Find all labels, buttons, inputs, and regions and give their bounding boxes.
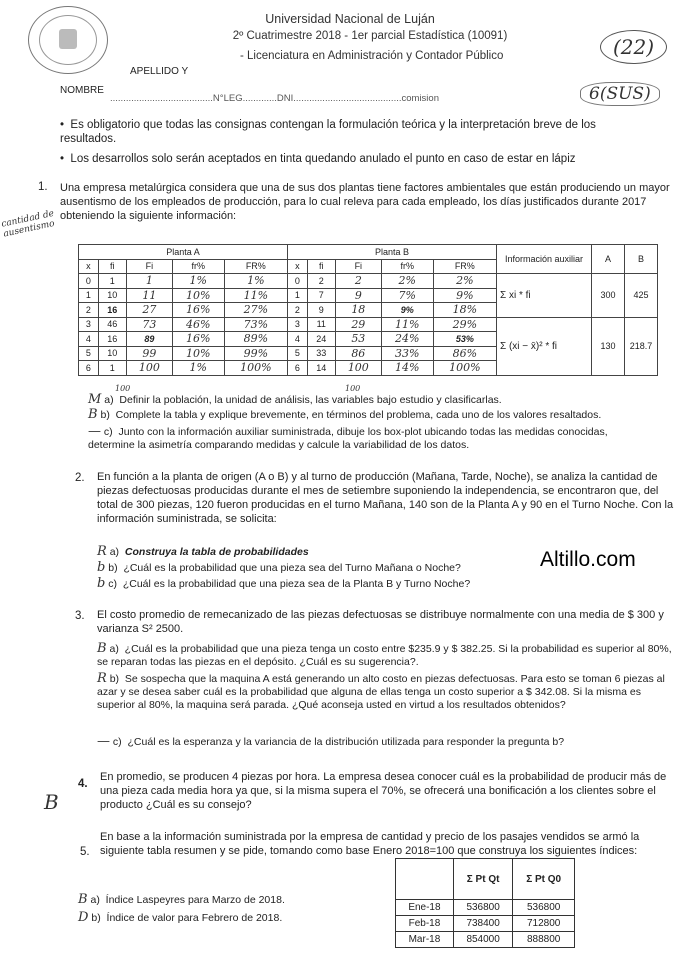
cell: 10% xyxy=(172,346,224,361)
item-letter: a) xyxy=(90,894,100,906)
cell: 888800 xyxy=(513,932,575,948)
cell: 99 xyxy=(126,346,172,361)
q3-item-a xyxy=(97,642,677,669)
item-letter: c) xyxy=(108,578,117,590)
grade-mark: D xyxy=(78,910,89,925)
aux-value: 300 xyxy=(592,274,625,318)
q5-table xyxy=(395,858,575,948)
cell: 14 xyxy=(307,361,335,376)
col-a-header: A xyxy=(592,245,625,274)
university-seal xyxy=(28,6,108,74)
cell: 2 xyxy=(335,274,381,289)
grade-mark: b xyxy=(97,576,106,591)
aux-formula-1: Σ xi * fi xyxy=(497,274,592,318)
grade-mark: R xyxy=(97,544,107,559)
col-header: fr% xyxy=(381,259,433,274)
table-row xyxy=(396,916,575,932)
col-header: x xyxy=(287,259,307,274)
corner-cell xyxy=(396,859,454,900)
q2-text: En función a la planta de origen (A o B) y al turno de producción (Mañana, Tarde, Noche), se analiza la cantidad de piezas defectuosas producidas durante el mes de setiembre suponiendo la independencia, se encontraron que, del total de 300 piezas, 120 fueron producidas en el turno Mañana, 140 son de la Planta A y 90 en el Turno Noche. Con la información suministrada, se solicita: xyxy=(97,471,674,525)
cell: 2 xyxy=(79,303,99,318)
career: - Licenciatura en Administración y Contador Público xyxy=(240,50,504,62)
col-header: Fi xyxy=(126,259,172,274)
q4-text: En promedio, se producen 4 piezas por hora. La empresa desea conocer cuál es la probabilidad de producir más de una pieza cada media hora ya que, si la misma supera el 70%, se ofrecerá una bonificación a los clientes sobre el producto ¿Cuál es su consejo? xyxy=(100,771,667,811)
table-row xyxy=(396,932,575,948)
cell: 0 xyxy=(287,274,307,289)
item-text: Construya la tabla de probabilidades xyxy=(124,546,309,558)
cell: Ene-18 xyxy=(396,900,454,916)
item-letter: b) xyxy=(91,912,101,924)
item-text: ¿Cuál es la probabilidad que una pieza tenga un costo entre $235.9 y $ 382.25. Si la probabilidad es superior al 80%, se reparan todas las piezas en el depósito. ¿Cuál es su sugerencia?. xyxy=(97,643,672,668)
q1-number: 1. xyxy=(38,181,48,193)
header-fields: .......................................N°LEG.............DNI.........................................comision xyxy=(110,93,439,104)
q2-item-a xyxy=(97,545,517,559)
q1-item-c xyxy=(88,425,648,452)
item-letter: c) xyxy=(103,426,113,438)
cell: 29% xyxy=(433,317,496,332)
cell: 24 xyxy=(307,332,335,347)
exam-title: 2º Cuatrimestre 2018 - 1er parcial Estadística (10091) xyxy=(232,30,508,42)
item-letter: a) xyxy=(109,643,119,655)
cell: 11% xyxy=(381,317,433,332)
cell: 9% xyxy=(381,303,433,318)
plant-b-header: Planta B xyxy=(287,245,496,260)
bullet-icon: • xyxy=(60,119,71,131)
cell: 86 xyxy=(335,346,381,361)
cell: 11% xyxy=(224,288,287,303)
cell: 18 xyxy=(335,303,381,318)
item-letter: a) xyxy=(104,394,114,406)
cell: 14% xyxy=(381,361,433,376)
item-text: ¿Cuál es la probabilidad que una pieza sea de la Planta B y Turno Noche? xyxy=(122,578,471,590)
cell: 9 xyxy=(335,288,381,303)
cell: 2% xyxy=(381,274,433,289)
cell: 2% xyxy=(433,274,496,289)
item-letter: a) xyxy=(109,546,120,558)
col-header: FR% xyxy=(224,259,287,274)
table-row xyxy=(79,317,658,332)
cell: 6 xyxy=(79,361,99,376)
cell: 16 xyxy=(98,303,126,318)
cell: 1 xyxy=(79,288,99,303)
cell: 3 xyxy=(287,317,307,332)
q4-number: 4. xyxy=(78,778,88,790)
apellido-label: APELLIDO Y xyxy=(130,66,189,77)
q5-item-b xyxy=(78,911,378,925)
cell: 11 xyxy=(126,288,172,303)
cell: 27 xyxy=(126,303,172,318)
q2-item-c xyxy=(97,577,517,591)
university-name: Universidad Nacional de Luján xyxy=(265,12,435,26)
item-text: Junto con la información auxiliar suministrada, dibuje los box-plot ubicando todas las medidas conocidas, determine la asimetría comparando medidas y calcule la variabilidad de los datos. xyxy=(88,426,608,451)
cell: 854000 xyxy=(453,932,512,948)
cell: 5 xyxy=(79,346,99,361)
item-text: Índice de valor para Febrero de 2018. xyxy=(106,912,283,924)
cell: 9 xyxy=(307,303,335,318)
cell: 29 xyxy=(335,317,381,332)
cell: 53 xyxy=(335,332,381,347)
grade-mark: B xyxy=(88,407,98,422)
cell: 33 xyxy=(307,346,335,361)
cell: 24% xyxy=(381,332,433,347)
item-letter: c) xyxy=(112,736,122,748)
cell: 16% xyxy=(172,332,224,347)
cell: 86% xyxy=(433,346,496,361)
grade-mark: b xyxy=(97,560,106,575)
cell: 89 xyxy=(126,332,172,347)
cell: 1 xyxy=(126,274,172,289)
col-header: fr% xyxy=(172,259,224,274)
cell: 33% xyxy=(381,346,433,361)
q3-number: 3. xyxy=(75,610,85,622)
col-header: fi xyxy=(98,259,126,274)
total-b: 100 xyxy=(345,384,361,393)
q5-item-a xyxy=(78,893,378,907)
cell: 18% xyxy=(433,303,496,318)
nombre-label: NOMBRE xyxy=(60,85,104,96)
q1-table xyxy=(78,244,658,376)
cell: 100% xyxy=(224,361,287,376)
col-header: Σ Pt Qt xyxy=(453,859,512,900)
grade-mark: B xyxy=(97,641,107,656)
cell: 1 xyxy=(287,288,307,303)
comision-mark: 6(SUS) xyxy=(580,82,660,106)
col-header: x xyxy=(79,259,99,274)
cell: 2 xyxy=(287,303,307,318)
aux-value: 218.7 xyxy=(625,317,658,375)
plant-a-header: Planta A xyxy=(79,245,288,260)
item-text: Definir la población, la unidad de análisis, las variables bajo estudio y clasificarlas. xyxy=(119,394,502,406)
q1-item-a xyxy=(88,393,648,407)
col-header: Fi xyxy=(335,259,381,274)
cell: 1% xyxy=(172,361,224,376)
cell: 53% xyxy=(433,332,496,347)
bullet-icon: • xyxy=(60,153,71,165)
grade-mark: — xyxy=(97,734,110,749)
cell: 4 xyxy=(79,332,99,347)
cell: 5 xyxy=(287,346,307,361)
cell: 2 xyxy=(307,274,335,289)
q4-grade-mark: B xyxy=(44,790,59,814)
table-row xyxy=(396,900,575,916)
cell: 7 xyxy=(307,288,335,303)
grade-mark: R xyxy=(97,671,107,686)
watermark: Altillo.com xyxy=(540,548,636,571)
cell: 536800 xyxy=(513,900,575,916)
cell: 16 xyxy=(98,332,126,347)
col-header: Σ Pt Q0 xyxy=(513,859,575,900)
q3-item-c xyxy=(97,735,657,749)
item-text: ¿Cuál es la probabilidad que una pieza sea del Turno Mañana o Noche? xyxy=(123,562,461,574)
cell: 6 xyxy=(287,361,307,376)
cell: 4 xyxy=(287,332,307,347)
q2-item-b xyxy=(97,561,517,575)
q5-number: 5. xyxy=(80,846,90,858)
cell: 73 xyxy=(126,317,172,332)
cell: 1% xyxy=(224,274,287,289)
aux-header: Información auxiliar xyxy=(497,245,592,274)
table-row xyxy=(79,274,658,289)
q2-number: 2. xyxy=(75,472,85,484)
aux-value: 130 xyxy=(592,317,625,375)
grade-mark: B xyxy=(78,892,88,907)
aux-value: 425 xyxy=(625,274,658,318)
q5-text: En base a la información suministrada por la empresa de cantidad y precio de los pasajes vendidos se armó la siguiente tabla resumen y se pide, tomando como base Enero 2018=100 que construya los siguientes índices: xyxy=(100,831,640,857)
cell: 89% xyxy=(224,332,287,347)
cell: 100% xyxy=(433,361,496,376)
cell: 46% xyxy=(172,317,224,332)
aux-formula-2: Σ (xi − x̄)² * fi xyxy=(497,317,592,375)
item-letter: b) xyxy=(108,562,118,574)
item-letter: b) xyxy=(109,673,120,685)
cell: 16% xyxy=(172,303,224,318)
cell: 11 xyxy=(307,317,335,332)
cell: 9% xyxy=(433,288,496,303)
cell: 73% xyxy=(224,317,287,332)
instruction-1: • Es obligatorio que todas las consignas contengan la formulación teórica y la interpretación breve de los resultados. xyxy=(60,119,596,145)
grade-mark: (22) xyxy=(600,30,667,64)
cell: Mar-18 xyxy=(396,932,454,948)
instruction-2: • Los desarrollos solo serán aceptados en tinta quedando anulado el punto en caso de estar en lápiz xyxy=(60,153,576,165)
cell: 10% xyxy=(172,288,224,303)
col-header: fi xyxy=(307,259,335,274)
cell: 46 xyxy=(98,317,126,332)
total-a: 100 xyxy=(115,384,131,393)
col-b-header: B xyxy=(625,245,658,274)
q1-margin-note: cantidad de ausentismo xyxy=(0,208,56,240)
col-header: FR% xyxy=(433,259,496,274)
cell: 738400 xyxy=(453,916,512,932)
cell: 99% xyxy=(224,346,287,361)
q1-item-b xyxy=(88,408,668,422)
grade-mark: M xyxy=(88,392,102,407)
grade-mark: — xyxy=(88,424,101,439)
cell: 7% xyxy=(381,288,433,303)
cell: 0 xyxy=(79,274,99,289)
item-letter: b) xyxy=(100,409,110,421)
cell: 712800 xyxy=(513,916,575,932)
item-text: Complete la tabla y explique brevemente, en términos del problema, cada uno de los valores resaltados. xyxy=(115,409,602,421)
cell: Feb-18 xyxy=(396,916,454,932)
q3-text: El costo promedio de remecanizado de las piezas defectuosas se distribuye normalmente con una media de $ 300 y varianza S² 2500. xyxy=(97,609,664,635)
cell: 10 xyxy=(98,346,126,361)
cell: 536800 xyxy=(453,900,512,916)
q1-text: Una empresa metalúrgica considera que una de sus dos plantas tiene factores ambientales que están produciendo un mayor ausentismo de los empleados de producción, para lo cual releva para cada empleado, los días justificados durante 2017 obteniendo la siguiente información: xyxy=(60,182,670,222)
cell: 1 xyxy=(98,274,126,289)
item-text: Se sospecha que la maquina A está generando un alto costo en piezas defectuosas. Para esto se toman 6 piezas al azar y se desea saber cuál es la probabilidad que alguna de ellas tenga un costo superior a $ 342.08. Si la misma es superior al 80%, la maquina será parada. ¿Qué aconseja usted en virtud a los resultados obtenidos? xyxy=(97,673,665,711)
cell: 10 xyxy=(98,288,126,303)
item-text: ¿Cuál es la esperanza y la variancia de la distribución utilizada para responder la pregunta b? xyxy=(127,736,565,748)
cell: 100 xyxy=(126,361,172,376)
q3-item-b xyxy=(97,672,677,712)
cell: 3 xyxy=(79,317,99,332)
cell: 100 xyxy=(335,361,381,376)
cell: 1% xyxy=(172,274,224,289)
cell: 1 xyxy=(98,361,126,376)
item-text: Índice Laspeyres para Marzo de 2018. xyxy=(105,894,285,906)
cell: 27% xyxy=(224,303,287,318)
